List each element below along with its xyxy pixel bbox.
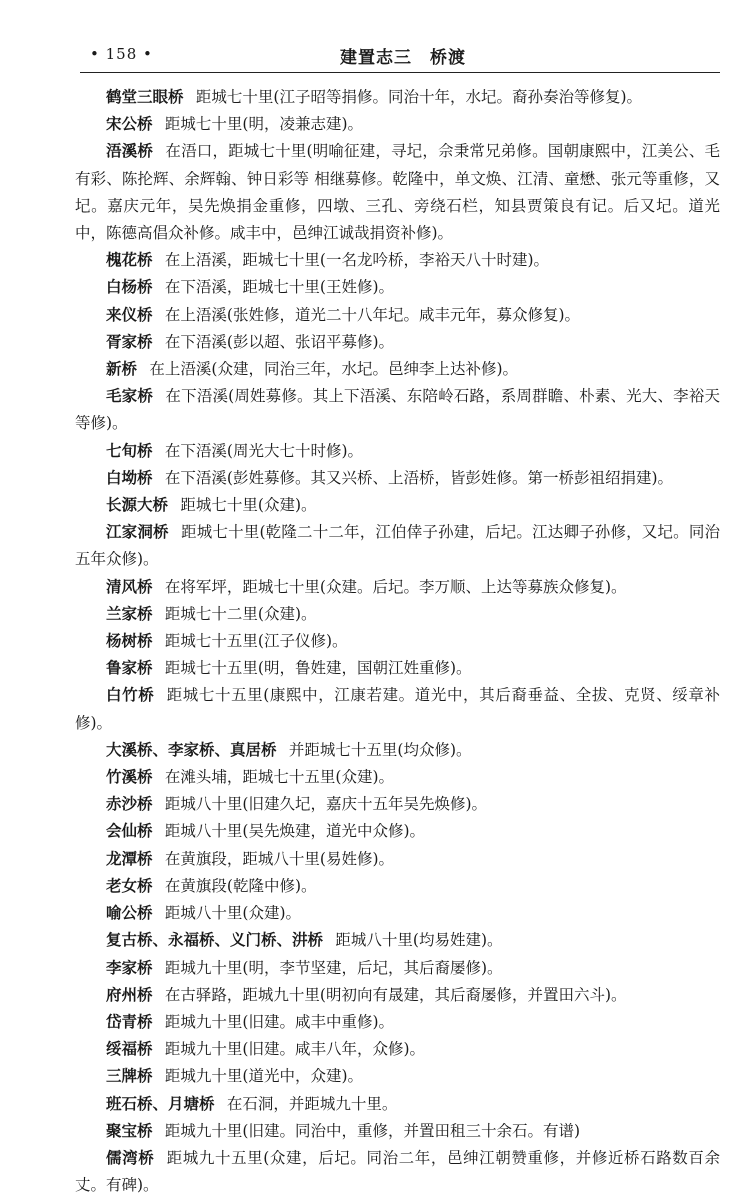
bridge-description: 在下浯溪，距城七十里(王姓修)。 xyxy=(164,278,395,297)
bridge-description: 距城七十五里(明，鲁姓建，国朝江姓重修)。 xyxy=(164,659,472,678)
bridge-entry xyxy=(75,873,720,900)
bridge-name: 李家桥 xyxy=(106,958,153,977)
bridge-entry xyxy=(75,84,720,111)
bridge-description: 距城七十里(明，凌兼志建)。 xyxy=(164,115,364,134)
bridge-description: 在滩头埔，距城七十五里(众建)。 xyxy=(164,768,395,787)
bridge-entry xyxy=(75,465,720,492)
bridge-entry xyxy=(75,982,720,1009)
bridge-description: 在下浯溪(周光大七十时修)。 xyxy=(164,441,364,460)
bridge-entry xyxy=(75,383,720,437)
bridge-name: 竹溪桥 xyxy=(106,768,153,787)
bridge-name: 毛家桥 xyxy=(106,387,154,406)
bridge-name: 府州桥 xyxy=(106,985,153,1004)
bridge-entry xyxy=(75,247,720,274)
bridge-description: 在上浯溪，距城七十里(一名龙吟桥，李裕天八十时建)。 xyxy=(164,251,550,270)
bridge-entry xyxy=(75,682,720,736)
bridge-name: 江家洞桥 xyxy=(106,523,169,542)
running-head: 建置志三 桥渡 xyxy=(340,48,466,68)
bridge-name: 三牌桥 xyxy=(106,1067,153,1086)
bridge-description: 在上浯溪(张姓修，道光二十八年圮。咸丰元年，募众修复)。 xyxy=(164,305,581,324)
bridge-description: 距城七十里(众建)。 xyxy=(180,496,317,515)
bridge-description: 距城九十里(旧建。同治中，重修，并置田租三十余石。有谱) xyxy=(164,1121,581,1140)
bridge-description: 并距城七十五里(均众修)。 xyxy=(288,740,472,759)
bridge-description: 距城八十里(均易姓建)。 xyxy=(335,931,503,950)
bridge-name: 鹤堂三眼桥 xyxy=(106,88,184,106)
page-header xyxy=(0,0,750,70)
bridge-entry xyxy=(75,900,720,927)
page-number: • 158 • xyxy=(90,45,153,63)
bridge-entry xyxy=(75,846,720,873)
bridge-name: 大溪桥、李家桥、真居桥 xyxy=(106,740,277,759)
bridge-description: 距城九十五里(众建，后圮。同治二年，邑绅江朝赞重修，并修近桥石路数百余丈。有碑)。 xyxy=(75,1148,720,1195)
bridge-name: 白竹桥 xyxy=(106,686,155,705)
bridge-description: 在下浯溪(周姓募修。其上下浯溪、东陪岭石路，系周群瞻、朴素、光大、李裕天等修)。 xyxy=(75,387,720,433)
bridge-entry xyxy=(75,492,720,519)
bridge-name: 聚宝桥 xyxy=(106,1121,153,1140)
bridge-description: 距城八十里(吴先焕建，道光中众修)。 xyxy=(164,822,426,841)
bridge-description: 在下浯溪(彭姓募修。其又兴桥、上浯桥，皆彭姓修。第一桥彭祖绍捐建)。 xyxy=(164,468,674,487)
bridge-name: 复古桥、永福桥、义门桥、汫桥 xyxy=(106,931,324,950)
bridge-description: 距城八十里(旧建久圮，嘉庆十五年吴先焕修)。 xyxy=(164,795,488,814)
bridge-entry xyxy=(75,1145,720,1199)
bridge-name: 赤沙桥 xyxy=(106,795,153,814)
bridge-entry xyxy=(75,955,720,982)
bridge-name: 杨树桥 xyxy=(106,632,153,651)
bridge-description: 距城七十五里(康熙中，江康若建。道光中，其后裔垂益、全拔、克贤、绥章补修)。 xyxy=(75,686,720,732)
bridge-description: 在浯口，距城七十里(明喻征建，寻圮，佘秉常兄弟修。国朝康熙中，江美公、毛有彩、陈抡辉、余辉翰、钟日彩等 相继募修。乾隆中，单文焕、江清、童懋、张元等重修，又圮。嘉庆元年，吴先焕捐金重修，四墩、三孔、旁绕石栏，知县贾策良有记。后又圮。道光中，陈德高倡众补修。咸丰中，邑绅江诚哉捐资补修)。 xyxy=(75,142,720,243)
bridge-list xyxy=(75,84,720,1199)
bridge-entry xyxy=(75,1118,720,1145)
bridge-entry xyxy=(75,764,720,791)
bridge-entry xyxy=(75,1063,720,1090)
bridge-description: 距城九十里(旧建。咸丰中重修)。 xyxy=(164,1012,395,1031)
bridge-name: 兰家桥 xyxy=(106,604,153,623)
bridge-name: 来仪桥 xyxy=(106,305,153,324)
bridge-entry xyxy=(75,302,720,329)
bridge-name: 白杨桥 xyxy=(106,278,153,297)
bridge-name: 鲁家桥 xyxy=(106,659,153,678)
bridge-name: 胥家桥 xyxy=(106,332,153,351)
header-rule xyxy=(80,72,720,73)
bridge-name: 白坳桥 xyxy=(106,468,153,487)
bridge-description: 距城七十五里(江子仪修)。 xyxy=(164,632,348,651)
bridge-description: 在黄旗段(乾隆中修)。 xyxy=(164,876,317,895)
bridge-name: 绥福桥 xyxy=(106,1040,153,1059)
bridge-name: 长源大桥 xyxy=(106,496,169,515)
bridge-description: 在下浯溪(彭以超、张诏平募修)。 xyxy=(164,332,395,351)
bridge-description: 距城七十二里(众建)。 xyxy=(164,604,317,623)
bridge-description: 距城七十里(乾隆二十二年，江伯倖子孙建，后圮。江达卿子孙修，又圮。同治五年众修)。 xyxy=(75,523,720,569)
bridge-entry xyxy=(75,138,720,247)
bridge-name: 班石桥、月塘桥 xyxy=(106,1094,215,1113)
bridge-name: 会仙桥 xyxy=(106,822,153,841)
bridge-entry xyxy=(75,737,720,764)
bridge-entry xyxy=(75,601,720,628)
bridge-entry xyxy=(75,329,720,356)
bridge-entry xyxy=(75,791,720,818)
bridge-name: 七旬桥 xyxy=(106,441,153,460)
bridge-name: 清风桥 xyxy=(106,577,153,596)
bridge-entry xyxy=(75,927,720,954)
bridge-entry xyxy=(75,818,720,845)
bridge-entry xyxy=(75,1009,720,1036)
bridge-name: 浯溪桥 xyxy=(106,142,154,161)
bridge-entry xyxy=(75,1036,720,1063)
bridge-description: 在黄旗段，距城八十里(易姓修)。 xyxy=(164,849,395,868)
bridge-name: 岱青桥 xyxy=(106,1012,153,1031)
bridge-description: 距城九十里(道光中，众建)。 xyxy=(164,1067,364,1086)
bridge-description: 距城七十里(江子昭等捐修。同治十年，水圮。裔孙奏治等修复)。 xyxy=(195,88,643,106)
bridge-description: 在将军坪，距城七十里(众建。后圮。李万顺、上达等募族众修复)。 xyxy=(164,577,627,596)
bridge-description: 距城九十里(旧建。咸丰八年，众修)。 xyxy=(164,1040,426,1059)
bridge-entry xyxy=(75,628,720,655)
bridge-entry xyxy=(75,274,720,301)
bridge-name: 龙潭桥 xyxy=(106,849,153,868)
bridge-description: 在上浯溪(众建，同治三年，水圮。邑绅李上达补修)。 xyxy=(149,360,519,379)
bridge-entry xyxy=(75,438,720,465)
bridge-entry xyxy=(75,655,720,682)
bridge-entry xyxy=(75,1091,720,1118)
bridge-name: 儒湾桥 xyxy=(106,1148,155,1167)
bridge-description: 距城九十里(明，李节坚建，后圮，其后裔屡修)。 xyxy=(164,958,503,977)
bridge-entry xyxy=(75,519,720,573)
bridge-entry xyxy=(75,356,720,383)
bridge-entry xyxy=(75,574,720,601)
bridge-name: 老女桥 xyxy=(106,876,153,895)
bridge-name: 宋公桥 xyxy=(106,115,153,134)
bridge-entry xyxy=(75,111,720,138)
bridge-description: 在石洞，并距城九十里。 xyxy=(226,1094,398,1113)
bridge-description: 在古驿路，距城九十里(明初向有晟建，其后裔屡修，并置田六斗)。 xyxy=(164,985,627,1004)
bridge-name: 槐花桥 xyxy=(106,251,153,270)
bridge-description: 距城八十里(众建)。 xyxy=(164,904,302,923)
bridge-name: 新桥 xyxy=(106,360,138,379)
bridge-name: 喻公桥 xyxy=(106,904,153,923)
